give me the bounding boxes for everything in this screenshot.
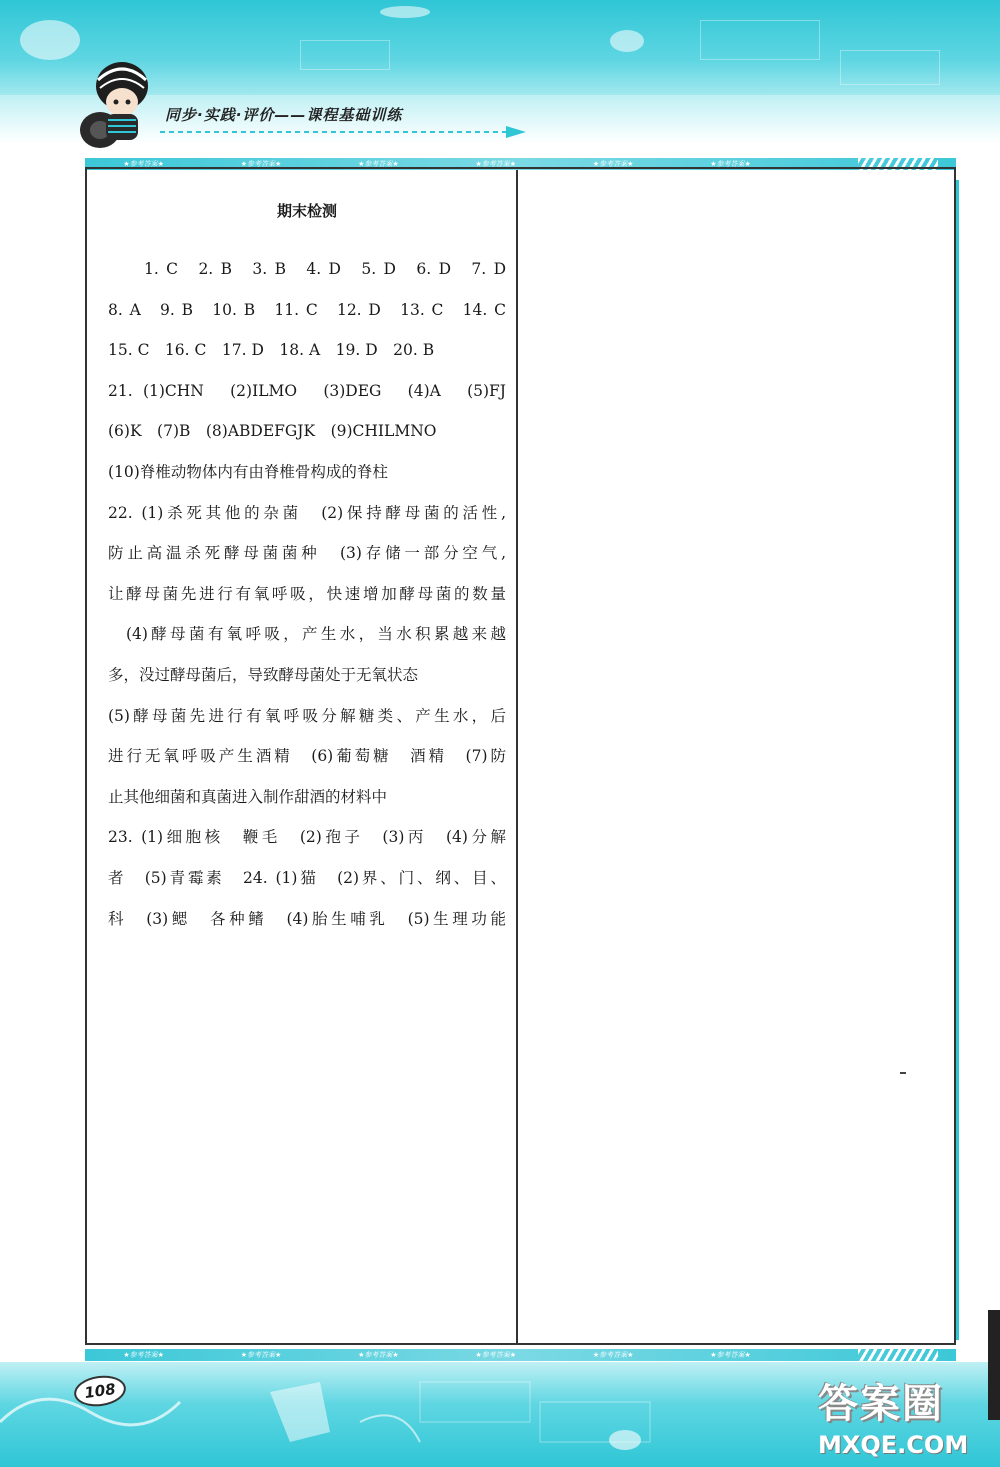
answer-line: 防止高温杀死酵母菌菌种 (3)存储一部分空气, — [108, 544, 506, 563]
page-edge-tab — [988, 1310, 1000, 1420]
ribbon-stripes — [858, 1349, 938, 1361]
answer-line: 止其他细菌和真菌进入制作甜酒的材料中 — [108, 787, 388, 806]
ribbon-label: ★参考答案★ — [358, 1351, 399, 1359]
ribbon-label: ★参考答案★ — [475, 1351, 517, 1359]
answer-line: 15. C 16. C 17. D 18. A 19. D 20. B — [108, 341, 435, 360]
answer-line: 多，没过酵母菌后，导致酵母菌处于无氧状态 — [108, 665, 419, 684]
answer-line: 进行无氧呼吸产生酒精 (6)葡萄糖 酒精 (7)防 — [108, 747, 506, 766]
mascot-illustration — [78, 58, 156, 153]
watermark-url: MXQE.COM — [818, 1431, 969, 1459]
section-title: 期末检测 — [276, 202, 337, 220]
answer-line: 22. (1)杀死其他的杂菌 (2)保持酵母菌的活性, — [108, 503, 506, 522]
column-divider — [516, 170, 518, 1343]
ribbon-label: ★参考答案★ — [475, 160, 517, 168]
answer-line: (10)脊椎动物体内有由脊椎骨构成的脊柱 — [108, 462, 388, 481]
ribbon-label: ★参考答案★ — [123, 160, 164, 168]
answer-line: 21. (1)CHN (2)ILMO (3)DEG (4)A (5)FJ — [108, 381, 506, 400]
page-number: 108 — [72, 1373, 128, 1410]
answer-line: 者 (5)青霉素 24. (1)猫 (2)界、门、纲、目、 — [108, 868, 506, 887]
ribbon-label: ★参考答案★ — [710, 1351, 751, 1359]
frame-accent — [956, 180, 959, 1340]
ribbon-label: ★参考答案★ — [240, 1351, 282, 1359]
header-arrow-decoration — [160, 124, 530, 140]
watermark-logo: 答案圈 — [818, 1381, 944, 1427]
answer-line: (4)酵母菌有氧呼吸，产生水，当水积累越来越 — [126, 625, 506, 644]
answer-line: (6)K (7)B (8)ABDEFGJK (9)CHILMNO — [108, 422, 437, 441]
ribbon-label: ★参考答案★ — [592, 1351, 634, 1359]
ribbon-label: ★参考答案★ — [358, 160, 399, 168]
answer-line: (5)酵母菌先进行有氧呼吸分解糖类、产生水，后 — [108, 706, 506, 725]
ribbon-label: ★参考答案★ — [592, 160, 634, 168]
answer-line: 23. (1)细胞核 鞭毛 (2)孢子 (3)丙 (4)分解 — [108, 828, 506, 847]
answer-line: 科 (3)鳃 各种鳍 (4)胎生哺乳 (5)生理功能 — [108, 909, 506, 928]
ribbon-label: ★参考答案★ — [123, 1351, 164, 1359]
left-column-content — [108, 200, 506, 947]
answer-line: 让酵母菌先进行有氧呼吸，快速增加酵母菌的数量 — [108, 584, 506, 603]
header-title: 同步·实践·评价——课程基础训练 — [165, 106, 403, 124]
scan-speck — [900, 1072, 906, 1074]
ribbon-label: ★参考答案★ — [240, 160, 282, 168]
bottom-ribbon — [85, 1349, 956, 1361]
watermark — [818, 1372, 994, 1464]
ribbon-label: ★参考答案★ — [710, 160, 751, 168]
answer-line: 1. C 2. B 3. B 4. D 5. D 6. D 7. D — [144, 260, 506, 278]
answer-line: 8. A 9. B 10. B 11. C 12. D 13. C 14. C — [108, 300, 506, 319]
